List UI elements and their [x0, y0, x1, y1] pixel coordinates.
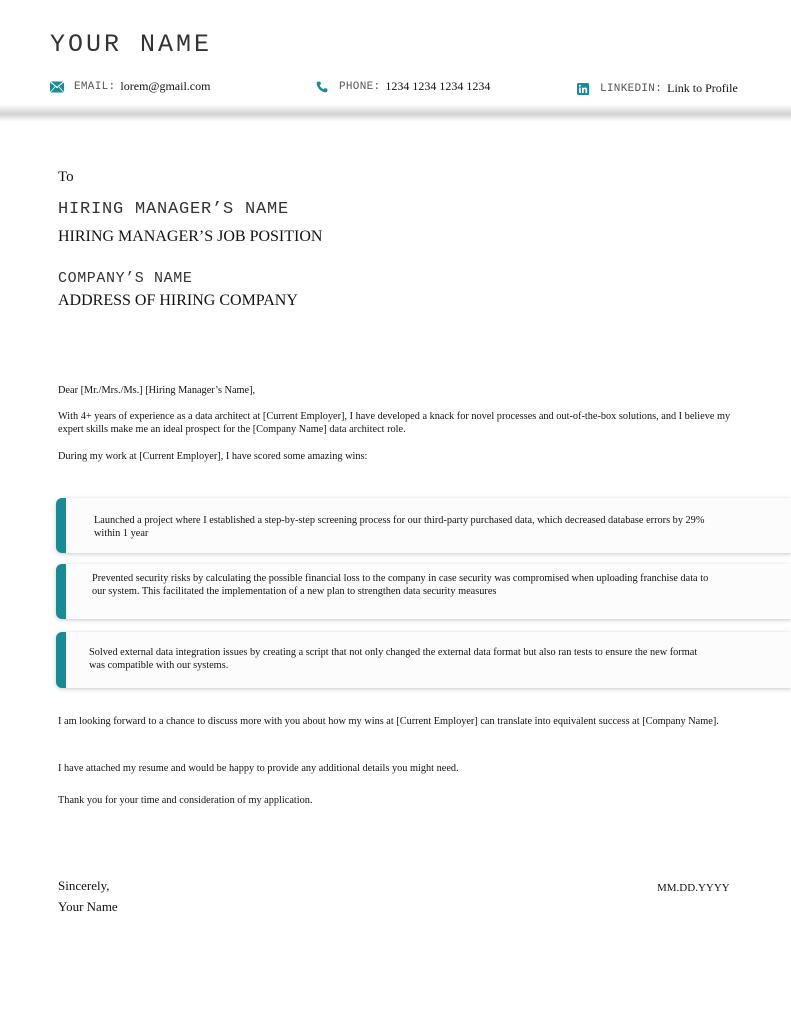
wins-intro-paragraph: During my work at [Current Employer], I have scored some amazing wins:: [58, 451, 368, 462]
email-contact: [50, 79, 210, 94]
email-label: EMAIL:: [74, 80, 116, 93]
win-text: Solved external data integration issues by creating a script that not only changed the external data format but also ran tests to ensure the new format was compatible with our systems.: [89, 647, 698, 671]
email-value[interactable]: lorem@gmail.com: [120, 79, 211, 93]
linkedin-link[interactable]: Link to Profile: [667, 81, 738, 95]
phone-contact: [315, 79, 490, 94]
company-address: ADDRESS OF HIRING COMPANY: [58, 292, 298, 309]
company-name: COMPANY’S NAME: [58, 270, 193, 287]
hiring-manager-name: HIRING MANAGER’S NAME: [58, 200, 290, 219]
to-label: To: [58, 169, 74, 185]
phone-icon: [315, 81, 329, 93]
envelope-icon: [50, 81, 64, 93]
intro-paragraph: With 4+ years of experience as a data architect at [Current Employer], I have developed a knack for novel processes and out-of-the-box solutions, and I believe my expert skills make me an ideal prospect for the [Company Name] data architect role.: [58, 411, 731, 435]
win-card: [56, 632, 791, 688]
letter-date: MM.DD.YYYY: [657, 882, 730, 894]
accent-bar: [56, 632, 66, 688]
applicant-name: YOUR NAME: [50, 30, 213, 59]
sign-off: Sincerely,: [58, 878, 110, 893]
letter-header: [0, 0, 791, 112]
accent-bar: [56, 564, 66, 619]
linkedin-contact: [576, 81, 738, 96]
thank-you-paragraph: Thank you for your time and consideration of my application.: [58, 795, 313, 806]
header-divider: [0, 104, 791, 122]
phone-label: PHONE:: [339, 80, 381, 93]
salutation: Dear [Mr./Mrs./Ms.] [Hiring Manager’s Name],: [58, 385, 256, 396]
hiring-manager-position: HIRING MANAGER’S JOB POSITION: [58, 228, 323, 245]
signature-name: Your Name: [58, 899, 118, 914]
win-card: [56, 564, 791, 619]
win-text: Launched a project where I established a step-by-step screening process for our third-party purchased data, which decreased database errors by 29% within 1 year: [94, 515, 705, 539]
win-card: [56, 498, 791, 553]
closing-paragraph: I am looking forward to a chance to discuss more with you about how my wins at [Current Employer] can translate into equivalent success at [Company Name].: [58, 716, 719, 727]
linkedin-label: LINKEDIN:: [600, 82, 663, 95]
attachment-paragraph: I have attached my resume and would be happy to provide any additional details you might need.: [58, 763, 459, 774]
accent-bar: [56, 498, 66, 553]
phone-value[interactable]: 1234 1234 1234 1234: [385, 79, 491, 93]
win-text: Prevented security risks by calculating the possible financial loss to the company in case security was compromised when uploading franchise data to our system. This facilitated the implementation of a new plan to strengthen data security measures: [92, 573, 709, 597]
linkedin-icon: [576, 83, 590, 95]
